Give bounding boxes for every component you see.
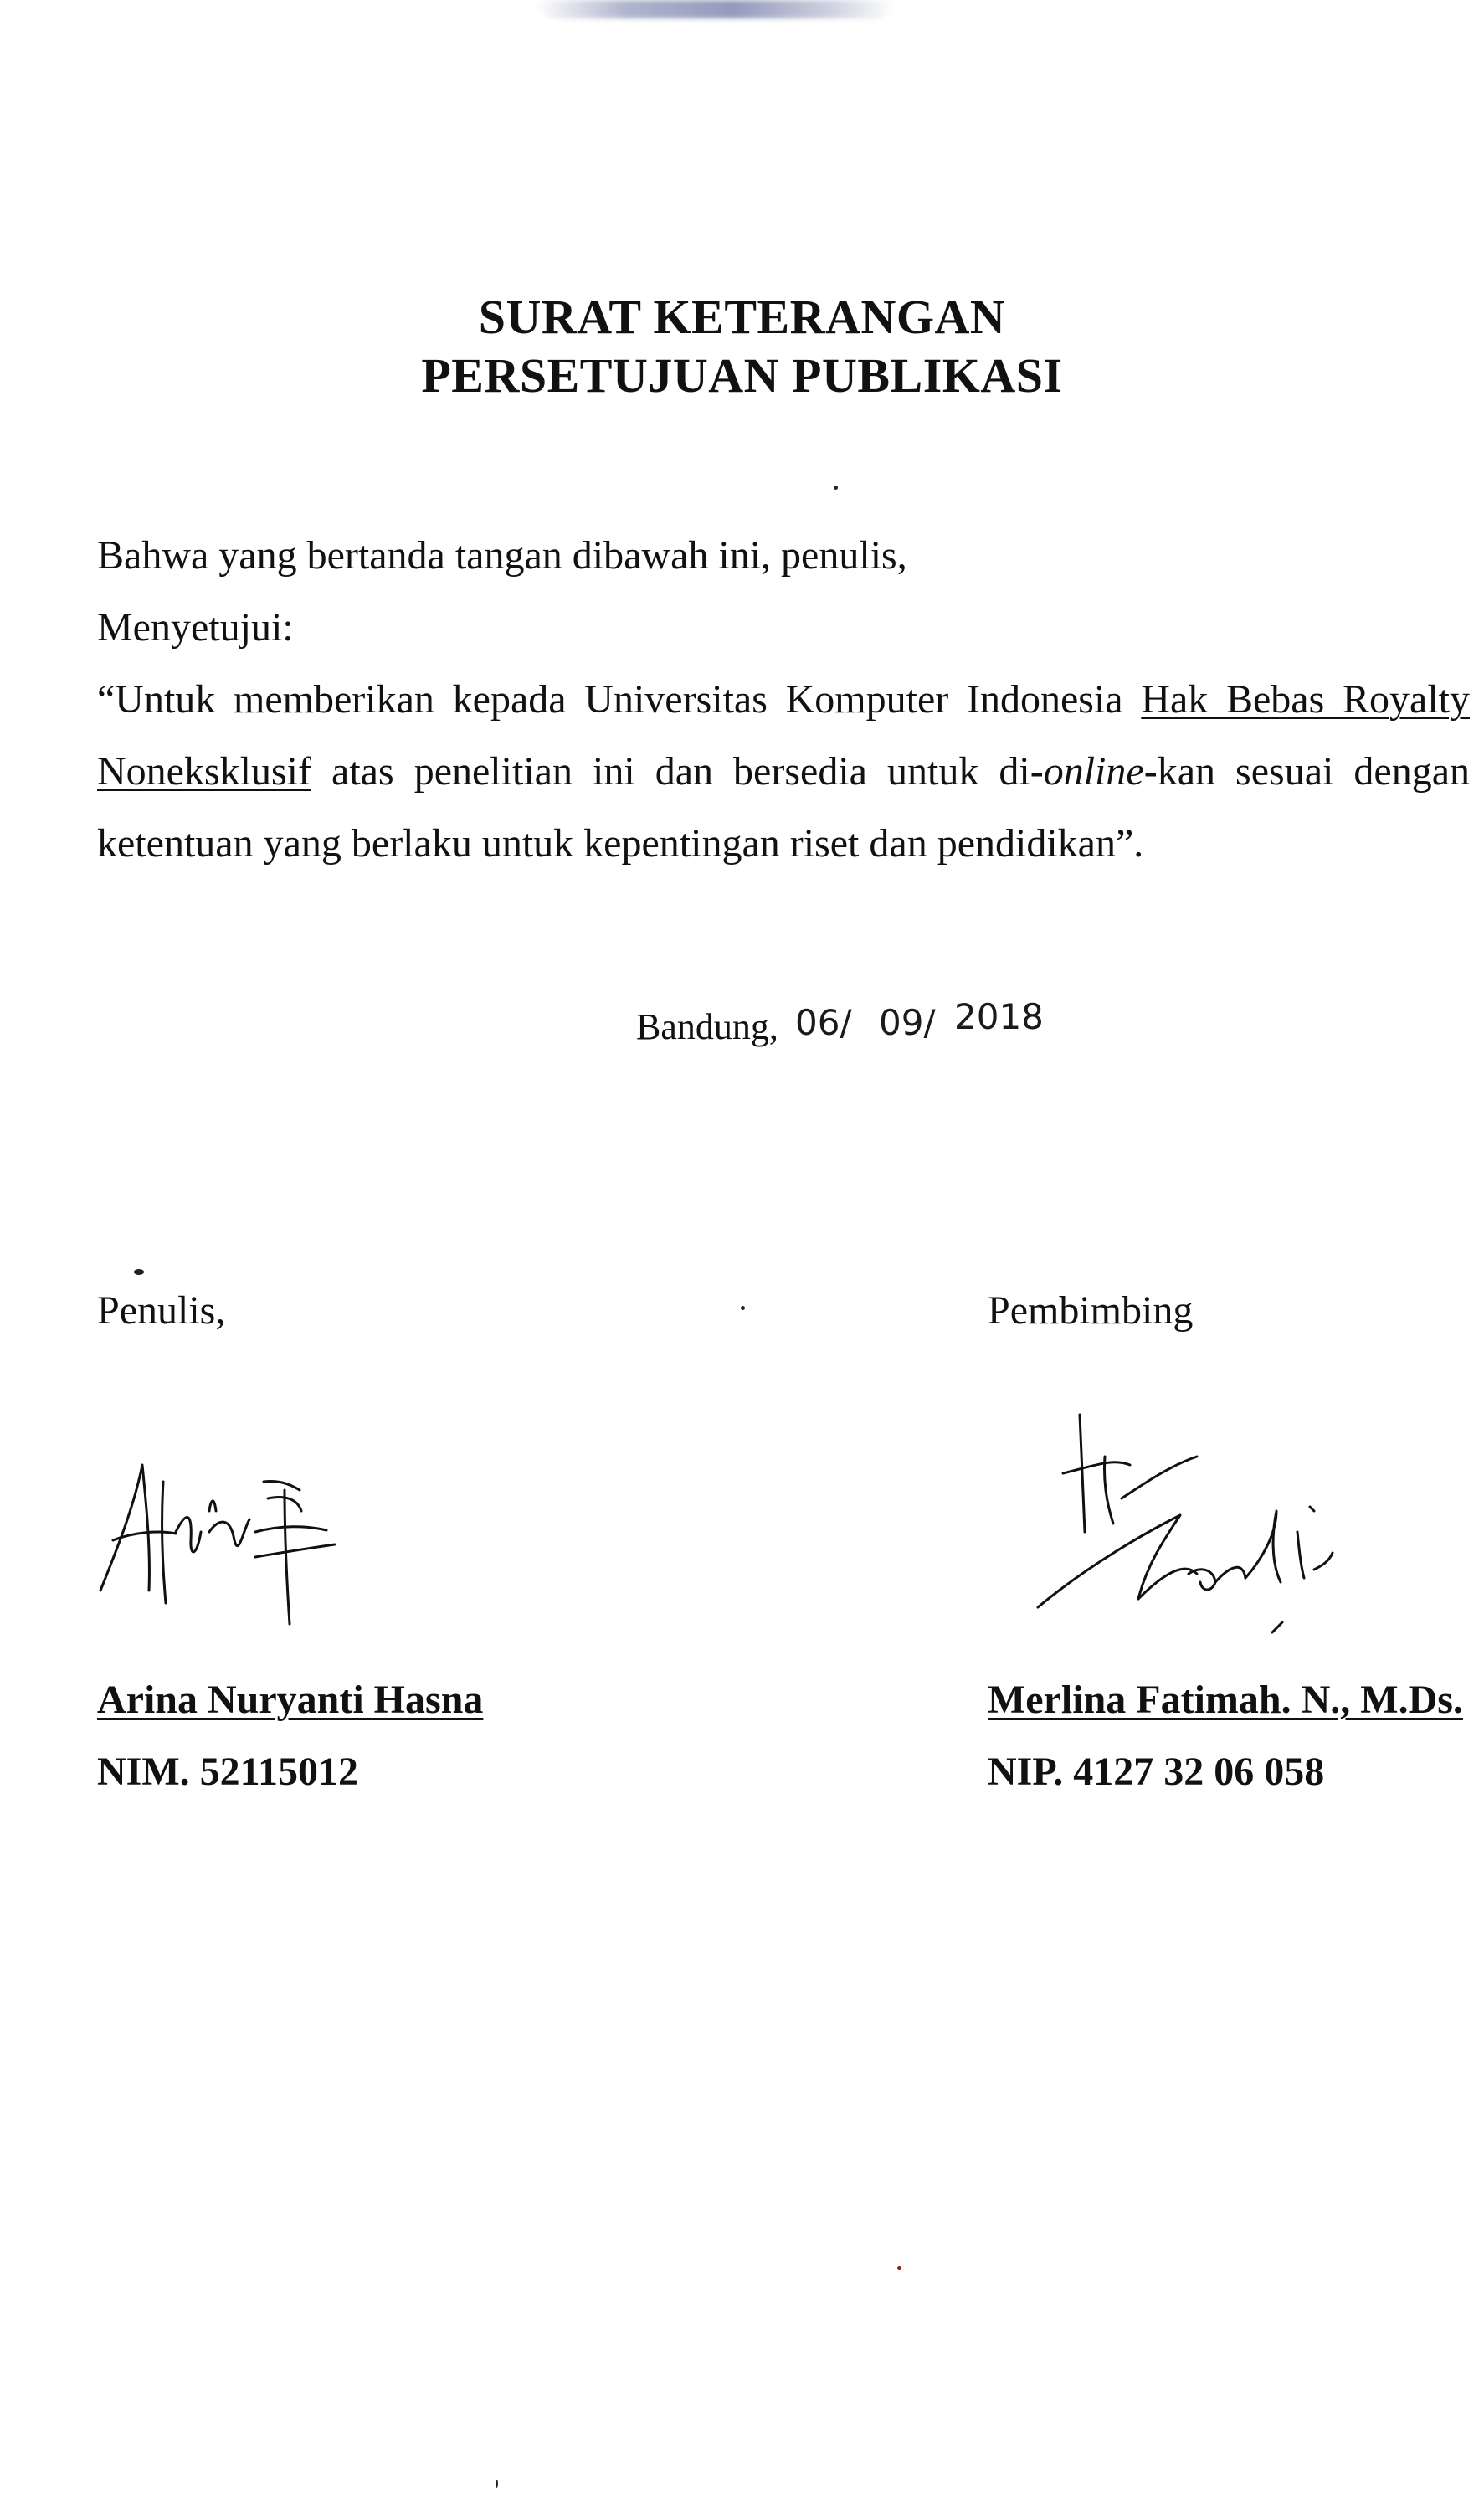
statement-text: “Untuk memberikan kepada Universitas Komputer Indonesia <box>97 677 1142 722</box>
scan-speck <box>834 486 838 490</box>
author-name: Arina Nuryanti Hasna <box>97 1678 484 1722</box>
nonexclusive-term: Noneksklusif <box>97 749 311 794</box>
document-title: SURAT KETERANGAN <box>478 290 1006 344</box>
scan-speck <box>897 2266 901 2270</box>
statement-line-1 <box>97 677 1470 722</box>
royalty-term: Hak Bebas Royalty <box>1141 677 1470 722</box>
author-role: Penulis, <box>97 1288 226 1333</box>
scan-smudge <box>536 0 896 18</box>
author-signature <box>84 1431 352 1641</box>
advisor-signature <box>1021 1406 1389 1641</box>
intro-text: Bahwa yang bertanda tangan dibawah ini, penulis, <box>97 533 907 578</box>
date-month: 09/ <box>879 1002 936 1043</box>
advisor-name: Merlina Fatimah. N., M.Ds. <box>988 1678 1463 1722</box>
scan-speck <box>134 1269 144 1275</box>
statement-line-3: ketentuan yang berlaku untuk kepentingan riset dan pendidikan”. <box>97 821 1144 866</box>
advisor-staff-id: NIP. 4127 32 06 058 <box>988 1750 1325 1794</box>
document-subtitle: PERSETUJUAN PUBLIKASI <box>421 348 1063 403</box>
statement-text: atas penelitian ini dan bersedia untuk di- <box>311 749 1044 794</box>
advisor-role: Pembimbing <box>988 1288 1194 1333</box>
online-term: online <box>1043 749 1144 794</box>
agree-text: Menyetujui: <box>97 605 294 650</box>
scan-speck <box>741 1306 745 1310</box>
scan-speck <box>496 2480 498 2488</box>
statement-line-2 <box>97 749 1470 794</box>
date-year: 2018 <box>954 996 1044 1037</box>
date-place: Bandung, <box>636 1006 778 1047</box>
statement-text: -kan sesuai dengan <box>1143 749 1470 794</box>
author-student-id: NIM. 52115012 <box>97 1750 358 1794</box>
date-day: 06/ <box>795 1002 852 1043</box>
